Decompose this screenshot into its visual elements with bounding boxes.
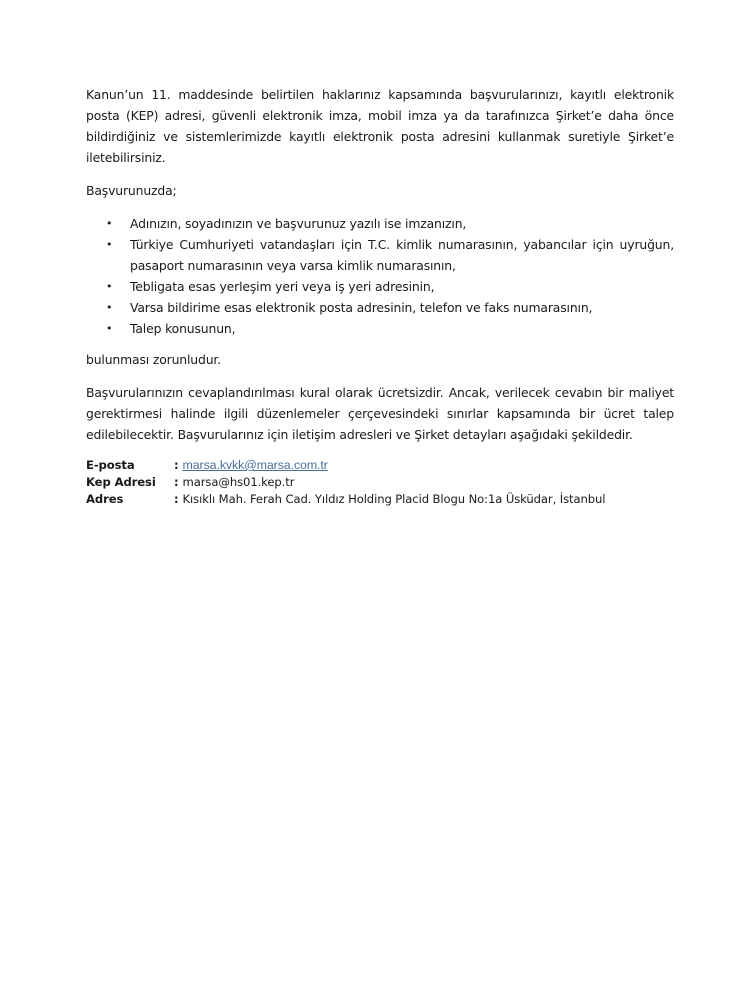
list-item-text: Talep konusunun, xyxy=(130,321,236,336)
email-colon: : xyxy=(174,458,179,472)
address-colon: : xyxy=(174,492,179,506)
list-item-text: Varsa bildirime esas elektronik posta adresinin, telefon ve faks numarasının, xyxy=(130,300,593,315)
address-label: Adres xyxy=(86,492,124,506)
kep-label: Kep Adresi xyxy=(86,475,156,489)
bullet-icon: • xyxy=(106,280,113,293)
bullet-icon: • xyxy=(106,217,113,230)
requirements-list xyxy=(86,213,674,339)
kep-row xyxy=(86,474,674,491)
list-item-text: Adınızın, soyadınızın ve başvurunuz yazılı ise imzanızın, xyxy=(130,216,467,231)
list-item xyxy=(86,213,674,234)
address-value: Kısıklı Mah. Ferah Cad. Yıldız Holding Placid Blogu No:1a Üsküdar, İstanbul xyxy=(182,492,606,506)
contact-details xyxy=(86,457,674,508)
bullet-icon: • xyxy=(106,238,113,251)
list-item xyxy=(86,234,674,276)
intro-paragraph: Kanun’un 11. maddesinde belirtilen haklarınız kapsamında başvurularınızı, kayıtlı elektronik posta (KEP) adresi, güvenli elektronik imza, mobil imza ya da tarafınızca Şirket’e daha önce bildirdiğiniz ve sistemlerimizde kayıtlı elektronik posta adresini kullanmak suretiyle Şirket’e iletebilirsiniz. xyxy=(86,87,674,165)
requirements-lead: Başvurunuzda; xyxy=(86,183,177,198)
address-row xyxy=(86,491,674,508)
closing-paragraph: bulunması zorunludur. xyxy=(86,352,222,367)
kep-value: marsa@hs01.kep.tr xyxy=(182,475,295,489)
list-item xyxy=(86,318,674,339)
bullet-icon: • xyxy=(106,322,113,335)
fees-paragraph: Başvurularınızın cevaplandırılması kural olarak ücretsizdir. Ancak, verilecek cevabın bir maliyet gerektirmesi halinde ilgili düzenlemeler çerçevesindeki sınırlar kapsamında bir ücret talep edilebilecektir. Başvurularınız için iletişim adresleri ve Şirket detayları aşağıdaki şekildedir. xyxy=(86,385,674,442)
list-item-text: Tebligata esas yerleşim yeri veya iş yeri adresinin, xyxy=(130,279,435,294)
list-item-text: Türkiye Cumhuriyeti vatandaşları için T.C. kimlik numarasının, yabancılar için uyruğun, pasaport numarasının veya varsa kimlik numarasının, xyxy=(130,237,674,273)
bullet-icon: • xyxy=(106,301,113,314)
email-link[interactable]: marsa.kvkk@marsa.com.tr xyxy=(182,458,328,472)
document-page xyxy=(86,84,674,508)
kep-colon: : xyxy=(174,475,179,489)
list-item xyxy=(86,276,674,297)
email-label: E-posta xyxy=(86,458,135,472)
email-row xyxy=(86,457,674,474)
list-item xyxy=(86,297,674,318)
